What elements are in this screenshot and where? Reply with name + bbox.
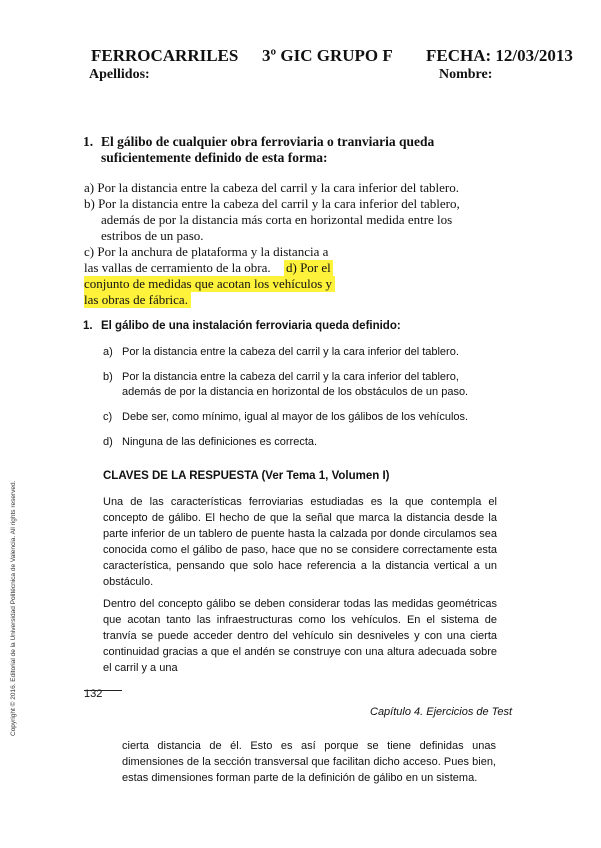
question2-option-c: Debe ser, como mínimo, igual al mayor de los gálibos de los vehículos. xyxy=(122,411,469,423)
page-number-rule xyxy=(84,690,122,691)
name-label: Nombre: xyxy=(439,67,493,82)
surnames-label: Apellidos: xyxy=(89,67,150,82)
question2-option-c-letter: c) xyxy=(103,411,113,423)
question2-text: El gálibo de una instalación ferroviaria queda definido: xyxy=(101,320,401,332)
question2-option-b: Por la distancia entre la cabeza del carril y la cara inferior del tablero, xyxy=(122,371,459,383)
question2-option-a-letter: a) xyxy=(103,346,113,358)
question1-option-c: c) Por la anchura de plataforma y la distancia a xyxy=(84,244,329,259)
question1-number: 1. xyxy=(83,134,94,149)
answer-key-paragraph-2: Dentro del concepto gálibo se deben considerar todas las medidas geométricas que acotan tanto las infraestructuras como los vehículos. En el sistema de tranvía se puede acceder dentro del vehículo sin desniveles y con una cierta continuidad gracias a que el andén se construye con una altura adecuada sobre el carril y a una xyxy=(103,598,497,674)
question2-option-a: Por la distancia entre la cabeza del carril y la cara inferior del tablero. xyxy=(122,346,459,358)
question1-option-b: b) Por la distancia entre la cabeza del carril y la cara inferior del tablero, xyxy=(84,196,460,211)
question2-option-b-letter: b) xyxy=(103,371,113,383)
question1-option-c-cont: las vallas de cerramiento de la obra. xyxy=(84,260,271,275)
question1-option-a: a) Por la distancia entre la cabeza del carril y la cara inferior del tablero. xyxy=(84,180,459,195)
header-date: FECHA: 12/03/2013 xyxy=(426,46,573,65)
question2-option-b-cont: además de por la distancia en horizontal de los obstáculos de un paso. xyxy=(122,386,469,398)
question2-number: 1. xyxy=(83,320,93,332)
answer-key-paragraph-1: Una de las características ferroviarias estudiadas es la que contempla el concepto de gálibo. El hecho de que la señal que marca la distancia desde la parte inferior de un tablero de puente hasta la calzada por donde circulamos sea conocida como el gálibo de paso, hace que no se considere correctamente esta característica, pensando que solo hace referencia a la distancia vertical a un obstáculo. xyxy=(103,496,497,588)
question1-option-d-line3-highlighted: las obras de fábrica. xyxy=(84,292,191,308)
answer-key-paragraph-3: cierta distancia de él. Esto es así porque se tiene definidas unas dimensiones de la sección transversal que facilitan dicho acceso. Pues bien, estas dimensiones forman parte de la definición de gálibo en un sistema. xyxy=(122,740,496,784)
question1-option-b-cont1: además de por la distancia más corta en horizontal medida entre los xyxy=(101,212,453,227)
question1-option-b-cont2: estribos de un paso. xyxy=(101,228,204,243)
answer-key-title: CLAVES DE LA RESPUESTA (Ver Tema 1, Volumen I) xyxy=(103,470,390,482)
question1-option-d-line2-highlighted: conjunto de medidas que acotan los vehículos y xyxy=(84,276,335,292)
page-number: 132 xyxy=(84,688,103,700)
chapter-title: Capítulo 4. Ejercicios de Test xyxy=(370,706,513,718)
copyright-notice: Copyright © 2016. Editorial de la Universidad Politécnica de Valencia. All rights reserved. xyxy=(10,480,17,736)
question1-option-d-highlighted: d) Por el xyxy=(286,260,331,275)
header-group: 3º GIC GRUPO F xyxy=(262,46,393,65)
header-subject: FERROCARRILES xyxy=(91,46,239,65)
question2-option-d-letter: d) xyxy=(103,436,113,448)
question2-option-d: Ninguna de las definiciones es correcta. xyxy=(122,436,318,448)
question1-line2: suficientemente definido de esta forma: xyxy=(101,150,328,165)
question1-line1: El gálibo de cualquier obra ferroviaria o tranviaria queda xyxy=(101,134,435,149)
